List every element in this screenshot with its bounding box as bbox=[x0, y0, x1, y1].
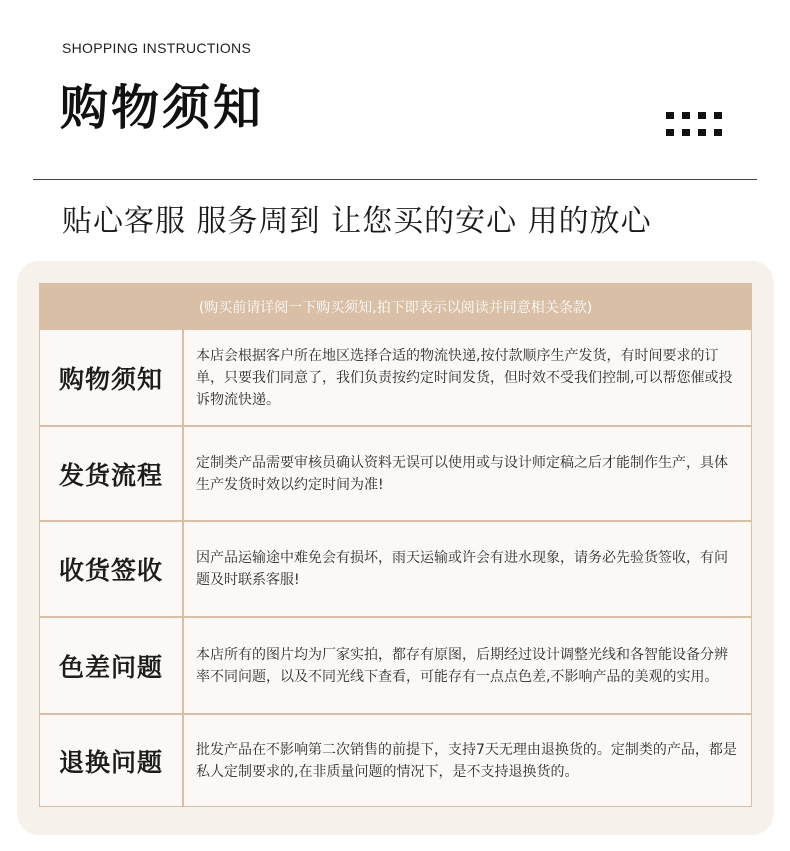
row-description bbox=[184, 618, 751, 713]
row-description bbox=[184, 522, 751, 616]
table-row bbox=[40, 520, 751, 616]
page-title: 购物须知 bbox=[60, 80, 265, 136]
header-divider bbox=[33, 179, 757, 180]
instructions-table bbox=[39, 330, 752, 807]
row-label: 购物须知 bbox=[40, 330, 184, 425]
table-row bbox=[40, 330, 751, 425]
notice-text: (购买前请详阅一下购买须知,拍下即表示以阅读并同意相关条款) bbox=[198, 299, 593, 316]
row-label: 发货流程 bbox=[40, 427, 184, 520]
row-description bbox=[184, 330, 751, 425]
row-description-text: 因产品运输途中难免会有损坏，雨天运输或许会有进水现象，请务必先验货签收，有问题及时联系客服! bbox=[196, 550, 728, 588]
row-description-text: 本店会根据客户所在地区选择合适的物流快递,按付款顺序生产发货，有时间要求的订单，只要我们同意了，我们负责按约定时间发货，但时效不受我们控制,可以帮您催或投诉物流快递。 bbox=[196, 347, 733, 408]
row-description-text: 定制类产品需要审核员确认资料无误可以使用或与设计师定稿之后才能制作生产，具体生产发货时效以约定时间为准! bbox=[196, 454, 728, 493]
row-description bbox=[184, 715, 751, 806]
table-row bbox=[40, 425, 751, 520]
dot-grid-icon bbox=[666, 112, 724, 136]
row-description-text: 批发产品在不影响第二次销售的前提下，支持7天无理由退换货的。定制类的产品，都是私人定制要求的,在非质量问题的情况下，是不支持退换货的。 bbox=[196, 741, 737, 780]
service-slogan: 贴心客服 服务周到 让您买的安心 用的放心 bbox=[62, 204, 652, 239]
row-label: 色差问题 bbox=[40, 618, 184, 713]
row-label: 收货签收 bbox=[40, 522, 184, 616]
row-label: 退换问题 bbox=[40, 715, 184, 806]
table-row bbox=[40, 713, 751, 806]
row-description bbox=[184, 427, 751, 520]
table-row bbox=[40, 616, 751, 713]
notice-bar bbox=[39, 283, 752, 330]
row-description-text: 本店所有的图片均为厂家实拍，都存有原图，后期经过设计调整光线和各智能设备分辨率不同问题，以及不同光线下查看，可能存有一点点色差,不影响产品的美观的实用。 bbox=[196, 646, 728, 685]
header-subtitle-en: SHOPPING INSTRUCTIONS bbox=[62, 40, 252, 56]
